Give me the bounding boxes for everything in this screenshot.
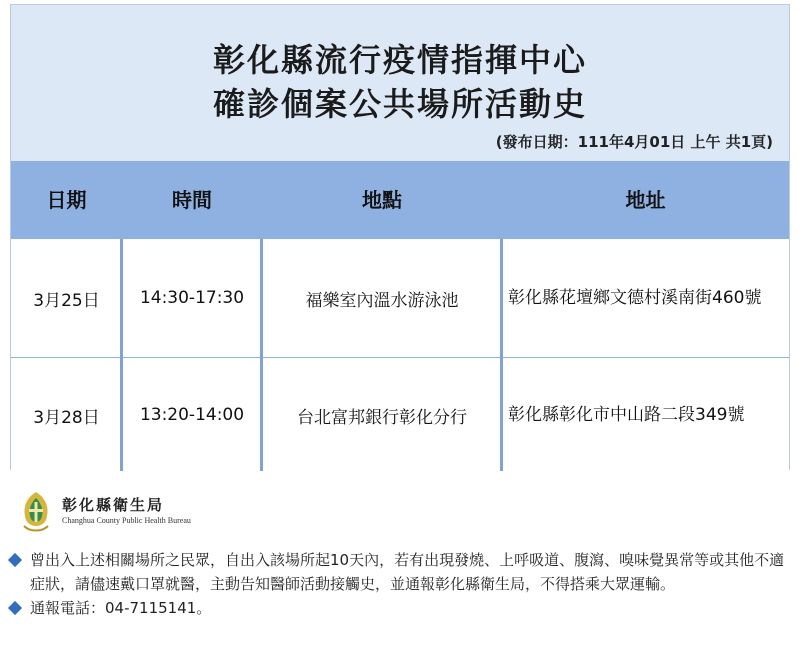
column-divider <box>260 239 263 471</box>
column-header-address: 地址 <box>625 188 666 212</box>
bureau-name: 彰化縣衛生局 <box>62 496 165 514</box>
note-item <box>8 548 788 596</box>
report-phone-text: 通報電話：04-7115141。 <box>30 599 212 617</box>
page-subtitle: 確診個案公共場所活動史 <box>212 85 587 123</box>
row-time: 14:30-17:30 <box>139 288 245 308</box>
row-address: 彰化縣彰化市中山路二段349號 <box>508 405 745 425</box>
note-text: 曾出入上述相關場所之民眾，自出入該場所起10天內，若有出現發燒、上呼吸道、腹瀉、嗅味覺異常等或其他不適症狀，請儘速戴口罩就醫，主動告知醫師活動接觸史，並通報彰化縣衛生局，不得搭乘大眾運輸。 <box>30 551 785 593</box>
card-header <box>11 5 789 161</box>
diamond-bullet-icon <box>8 601 22 615</box>
column-divider <box>120 239 123 471</box>
activity-history-card <box>10 4 790 470</box>
bureau-english-name: Changhua County Public Health Bureau <box>62 516 191 525</box>
column-divider <box>500 239 503 471</box>
table-row <box>11 357 789 472</box>
page-title: 彰化縣流行疫情指揮中心 <box>212 41 587 79</box>
note-item <box>8 596 788 620</box>
row-location: 台北富邦銀行彰化分行 <box>297 407 467 428</box>
release-date: (發布日期：111年4月01日 上午 共1頁) <box>495 133 773 151</box>
row-location: 福樂室內溫水游泳池 <box>305 290 459 311</box>
column-header-location: 地點 <box>362 188 402 212</box>
row-address: 彰化縣花壇鄉文德村溪南街460號 <box>508 288 762 308</box>
column-header-time: 時間 <box>172 188 212 212</box>
notes-section <box>8 548 788 620</box>
column-header-date: 日期 <box>46 188 87 212</box>
table-row <box>11 239 789 357</box>
bureau-emblem-icon <box>16 488 56 534</box>
row-date: 3月25日 <box>33 290 100 311</box>
diamond-bullet-icon <box>8 553 22 567</box>
health-bureau-logo <box>16 488 191 536</box>
row-date: 3月28日 <box>33 407 100 428</box>
row-time: 13:20-14:00 <box>139 405 245 425</box>
table-header <box>11 161 789 239</box>
